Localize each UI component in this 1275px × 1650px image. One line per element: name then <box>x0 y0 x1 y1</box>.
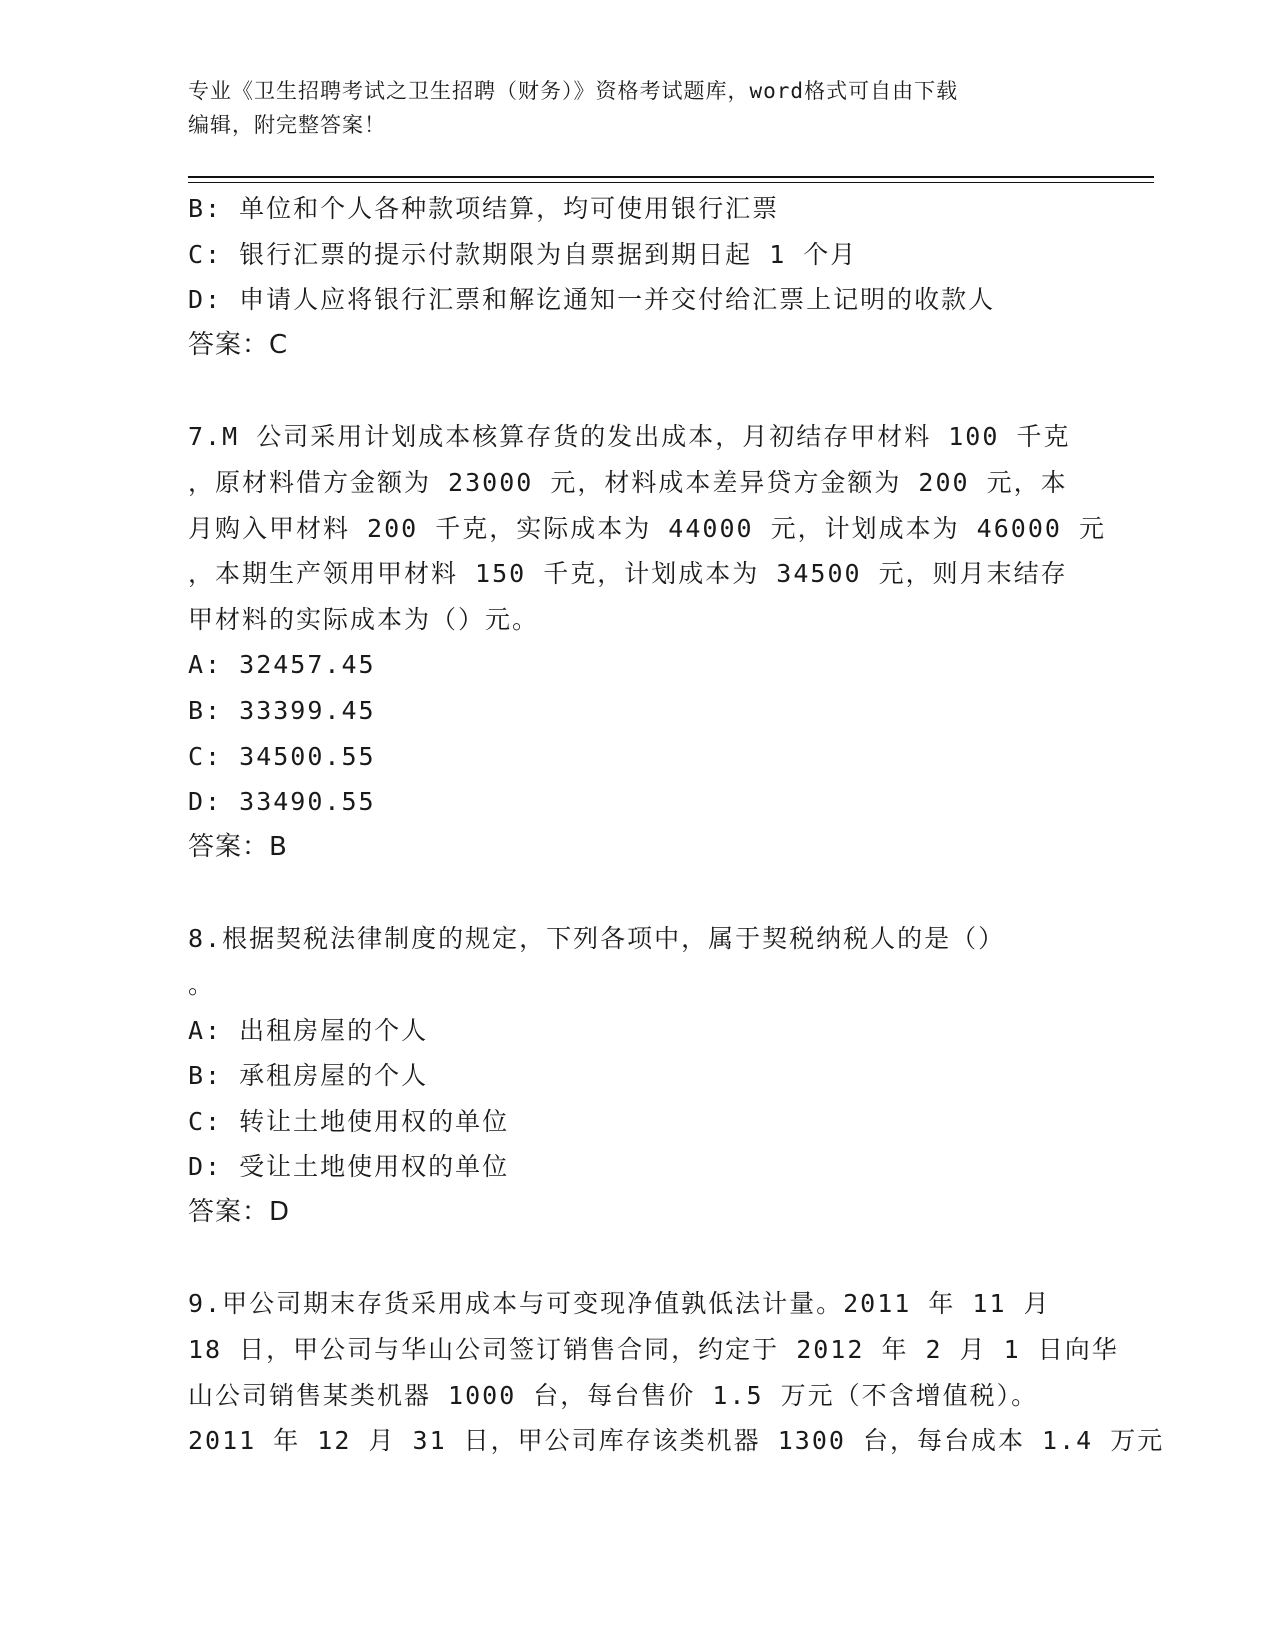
header-line-2: 编辑，附完整答案！ <box>188 113 386 137</box>
option-b: B: 33399.45 <box>188 695 376 725</box>
document-body <box>188 186 1165 1464</box>
option-b: B: 单位和个人各种款项结算，均可使用银行汇票 <box>188 194 780 223</box>
question-8 <box>188 916 1088 1235</box>
spacer <box>188 1235 1088 1281</box>
option-c: C: 34500.55 <box>188 741 376 771</box>
stem-line: 月购入甲材料 200 千克，实际成本为 44000 元，计划成本为 46000 元 <box>188 513 1106 543</box>
option-b: B: 承租房屋的个人 <box>188 1061 429 1091</box>
stem-line: 2011 年 12 月 31 日，甲公司库存该类机器 1300 台，每台成本 1.4 万元 <box>188 1426 1165 1456</box>
option-d: D: 申请人应将银行汇票和解讫通知一并交付给汇票上记明的收款人 <box>188 285 996 315</box>
document-header <box>188 74 1088 142</box>
header-divider <box>188 176 1154 183</box>
stem-line: 甲材料的实际成本为（）元。 <box>188 604 540 634</box>
header-line-1: 专业《卫生招聘考试之卫生招聘（财务）》资格考试题库，word格式可自由下载 <box>188 79 959 103</box>
option-a: A: 出租房屋的个人 <box>188 1015 429 1045</box>
stem-line: 。 <box>188 969 216 999</box>
answer: 答案：B <box>188 831 288 862</box>
option-d: D: 受让土地使用权的单位 <box>188 1152 510 1182</box>
question-stem <box>188 916 1088 1007</box>
question-6-tail <box>188 186 1088 368</box>
stem-line: ，本期生产领用甲材料 150 千克，计划成本为 34500 元，则月末结存 <box>188 559 1068 589</box>
stem-line: 18 日，甲公司与华山公司签订销售合同，约定于 2012 年 2 月 1 日向华 <box>188 1335 1119 1365</box>
stem-line: 9.甲公司期末存货采用成本与可变现净值孰低法计量。2011 年 11 月 <box>188 1289 1051 1319</box>
question-stem <box>188 414 1106 642</box>
spacer <box>188 870 1088 916</box>
stem-line: 山公司销售某类机器 1000 台，每台售价 1.5 万元（不含增值税）。 <box>188 1380 1039 1410</box>
option-c: C: 银行汇票的提示付款期限为自票据到期日起 1 个月 <box>188 239 858 269</box>
question-7 <box>188 414 1106 870</box>
stem-line: 7.M 公司采用计划成本核算存货的发出成本，月初结存甲材料 100 千克 <box>188 422 1071 452</box>
question-9 <box>188 1281 1165 1463</box>
option-d: D: 33490.55 <box>188 787 376 817</box>
stem-line: ，原材料借方金额为 23000 元，材料成本差异贷方金额为 200 元，本 <box>188 467 1068 497</box>
stem-line: 8.根据契税法律制度的规定，下列各项中，属于契税纳税人的是（） <box>188 924 1006 954</box>
answer: 答案：C <box>188 329 289 360</box>
option-c: C: 转让土地使用权的单位 <box>188 1106 510 1136</box>
question-stem <box>188 1281 1165 1463</box>
spacer <box>188 368 1088 414</box>
option-a: A: 32457.45 <box>188 650 376 680</box>
answer: 答案：D <box>188 1196 291 1227</box>
